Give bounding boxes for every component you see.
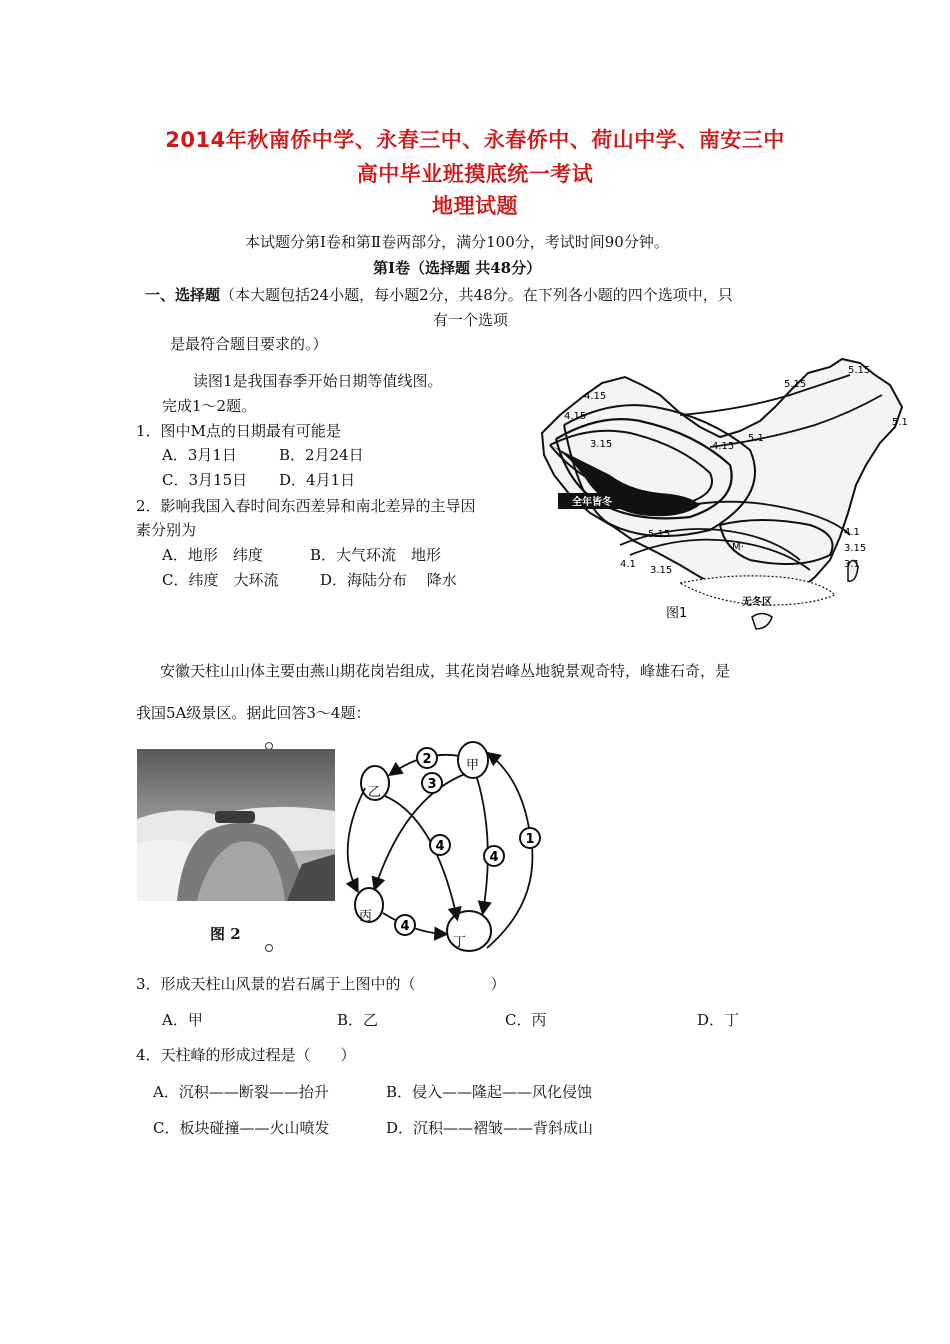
q4-option-b: B．侵入——隆起——风化侵蚀 (386, 1083, 593, 1101)
exam-title-line2: 高中毕业班摸底统一考试 (356, 162, 594, 186)
exam-title-line3: 地理试题 (432, 194, 518, 218)
passage2-line2: 我国5A级景区。据此回答3～4题： (136, 704, 371, 722)
arrow-label-4 (395, 915, 415, 935)
q1-option-d: D．4月1日 (279, 471, 356, 489)
svg-text:4: 4 (489, 850, 499, 865)
q3-option-a: A．甲 (162, 1011, 203, 1029)
map-label-41: 4.1 (620, 559, 636, 570)
exam-title-line1: 2014年秋南侨中学、永春三中、永春侨中、荷山中学、南安三中 (165, 128, 785, 152)
arrow-label-4 (430, 835, 450, 855)
figure1-caption: 图1 (666, 606, 688, 621)
q1-stem: 1．图中M点的日期最有可能是 (136, 422, 341, 440)
node-label-jia: 甲 (466, 758, 480, 773)
intro-text: 本试题分第Ⅰ卷和第Ⅱ卷两部分，满分100分，考试时间90分钟。 (245, 233, 669, 251)
node-label-yi: 乙 (368, 785, 382, 800)
q4-stem: 4．天柱峰的形成过程是（ ） (136, 1046, 356, 1064)
q2-option-a: A．地形 纬度 (162, 546, 263, 564)
svg-text:1: 1 (525, 832, 535, 847)
q2-stem: 2．影响我国入春时间东西差异和南北差异的主导因 (136, 497, 476, 515)
map-label-51: 5.1 (892, 417, 908, 428)
map-label-415: 4.15 (564, 411, 587, 422)
arrow-label-3 (422, 773, 442, 793)
map-label-315: 3.15 (844, 543, 867, 554)
map-label-31: 3.1 (844, 559, 860, 570)
section1-desc-c: 是最符合题目要求的。） (170, 335, 328, 353)
map-label-315: 3.15 (590, 439, 613, 450)
q3-option-c: C．丙 (505, 1011, 547, 1029)
arrow-label-1 (520, 828, 540, 848)
svg-text:4: 4 (435, 839, 445, 854)
map-label-515: 5.15 (648, 529, 671, 540)
map-label-no-winter: 无冬区 (742, 597, 772, 608)
section1-desc: （本大题包括24小题，每小题2分，共48分。在下列各小题的四个选项中，只 (220, 286, 733, 304)
map-label-41: 4.1 (844, 527, 860, 538)
part1-heading: 第Ⅰ卷（选择题 共48分） (373, 259, 542, 277)
section1-label: 一、选择题 (145, 286, 221, 304)
q1-option-c: C．3月15日 (162, 471, 248, 489)
q2-stem-b: 素分别为 (136, 521, 197, 539)
q2-option-d: D．海陆分布 降水 (320, 571, 457, 589)
svg-text:4: 4 (400, 919, 410, 934)
q4-option-a: A．沉积——断裂——抬升 (153, 1083, 329, 1101)
map-label-permanent-winter: 全年皆冬 (572, 497, 612, 508)
passage2-line1: 安徽天柱山山体主要由燕山期花岗岩组成，其花岗岩峰丛地貌景观奇特，峰雄石奇，是 (160, 662, 731, 680)
svg-text:3: 3 (427, 777, 437, 792)
section1-desc-b: 有一个选项 (433, 311, 509, 329)
map-label-515: 5.15 (784, 379, 807, 390)
arrow-label-2 (417, 748, 437, 768)
map-label-515: 5.15 (848, 365, 871, 376)
passage1-line2: 完成1～2题。 (162, 397, 257, 415)
q4-option-c: C．板块碰撞——火山喷发 (153, 1119, 330, 1137)
rock-cycle-diagram (345, 738, 550, 953)
china-spring-isoline-map (530, 355, 915, 645)
map-label-415: 4.15 (712, 441, 735, 452)
q1-option-b: B．2月24日 (279, 446, 364, 464)
q2-option-c: C．纬度 大环流 (162, 571, 279, 589)
passage1-line1: 读图1是我国春季开始日期等值线图。 (193, 372, 443, 390)
q4-option-d: D．沉积——褶皱——背斜成山 (386, 1119, 594, 1137)
q3-option-b: B．乙 (337, 1011, 379, 1029)
node-label-ding: 丁 (453, 935, 467, 950)
section1-instructions (145, 285, 733, 305)
map-label-51: 5.1 (748, 433, 764, 444)
map-label-315: 3.15 (650, 565, 673, 576)
q1-option-a: A．3月1日 (162, 446, 237, 464)
tianzhu-peak-photo (137, 749, 335, 901)
map-label-415: 4.15 (584, 391, 607, 402)
q3-stem: 3．形成天柱山风景的岩石属于上图中的（ ） (136, 975, 506, 993)
svg-text:2: 2 (422, 752, 432, 767)
photo-handle (265, 944, 273, 952)
node-label-bing: 丙 (359, 909, 373, 924)
q3-option-d: D．丁 (697, 1011, 740, 1029)
figure2-caption: 图 2 (210, 925, 241, 943)
q2-option-b: B．大气环流 地形 (310, 546, 442, 564)
map-point-m: M· (732, 542, 744, 553)
arrow-label-4 (484, 846, 504, 866)
